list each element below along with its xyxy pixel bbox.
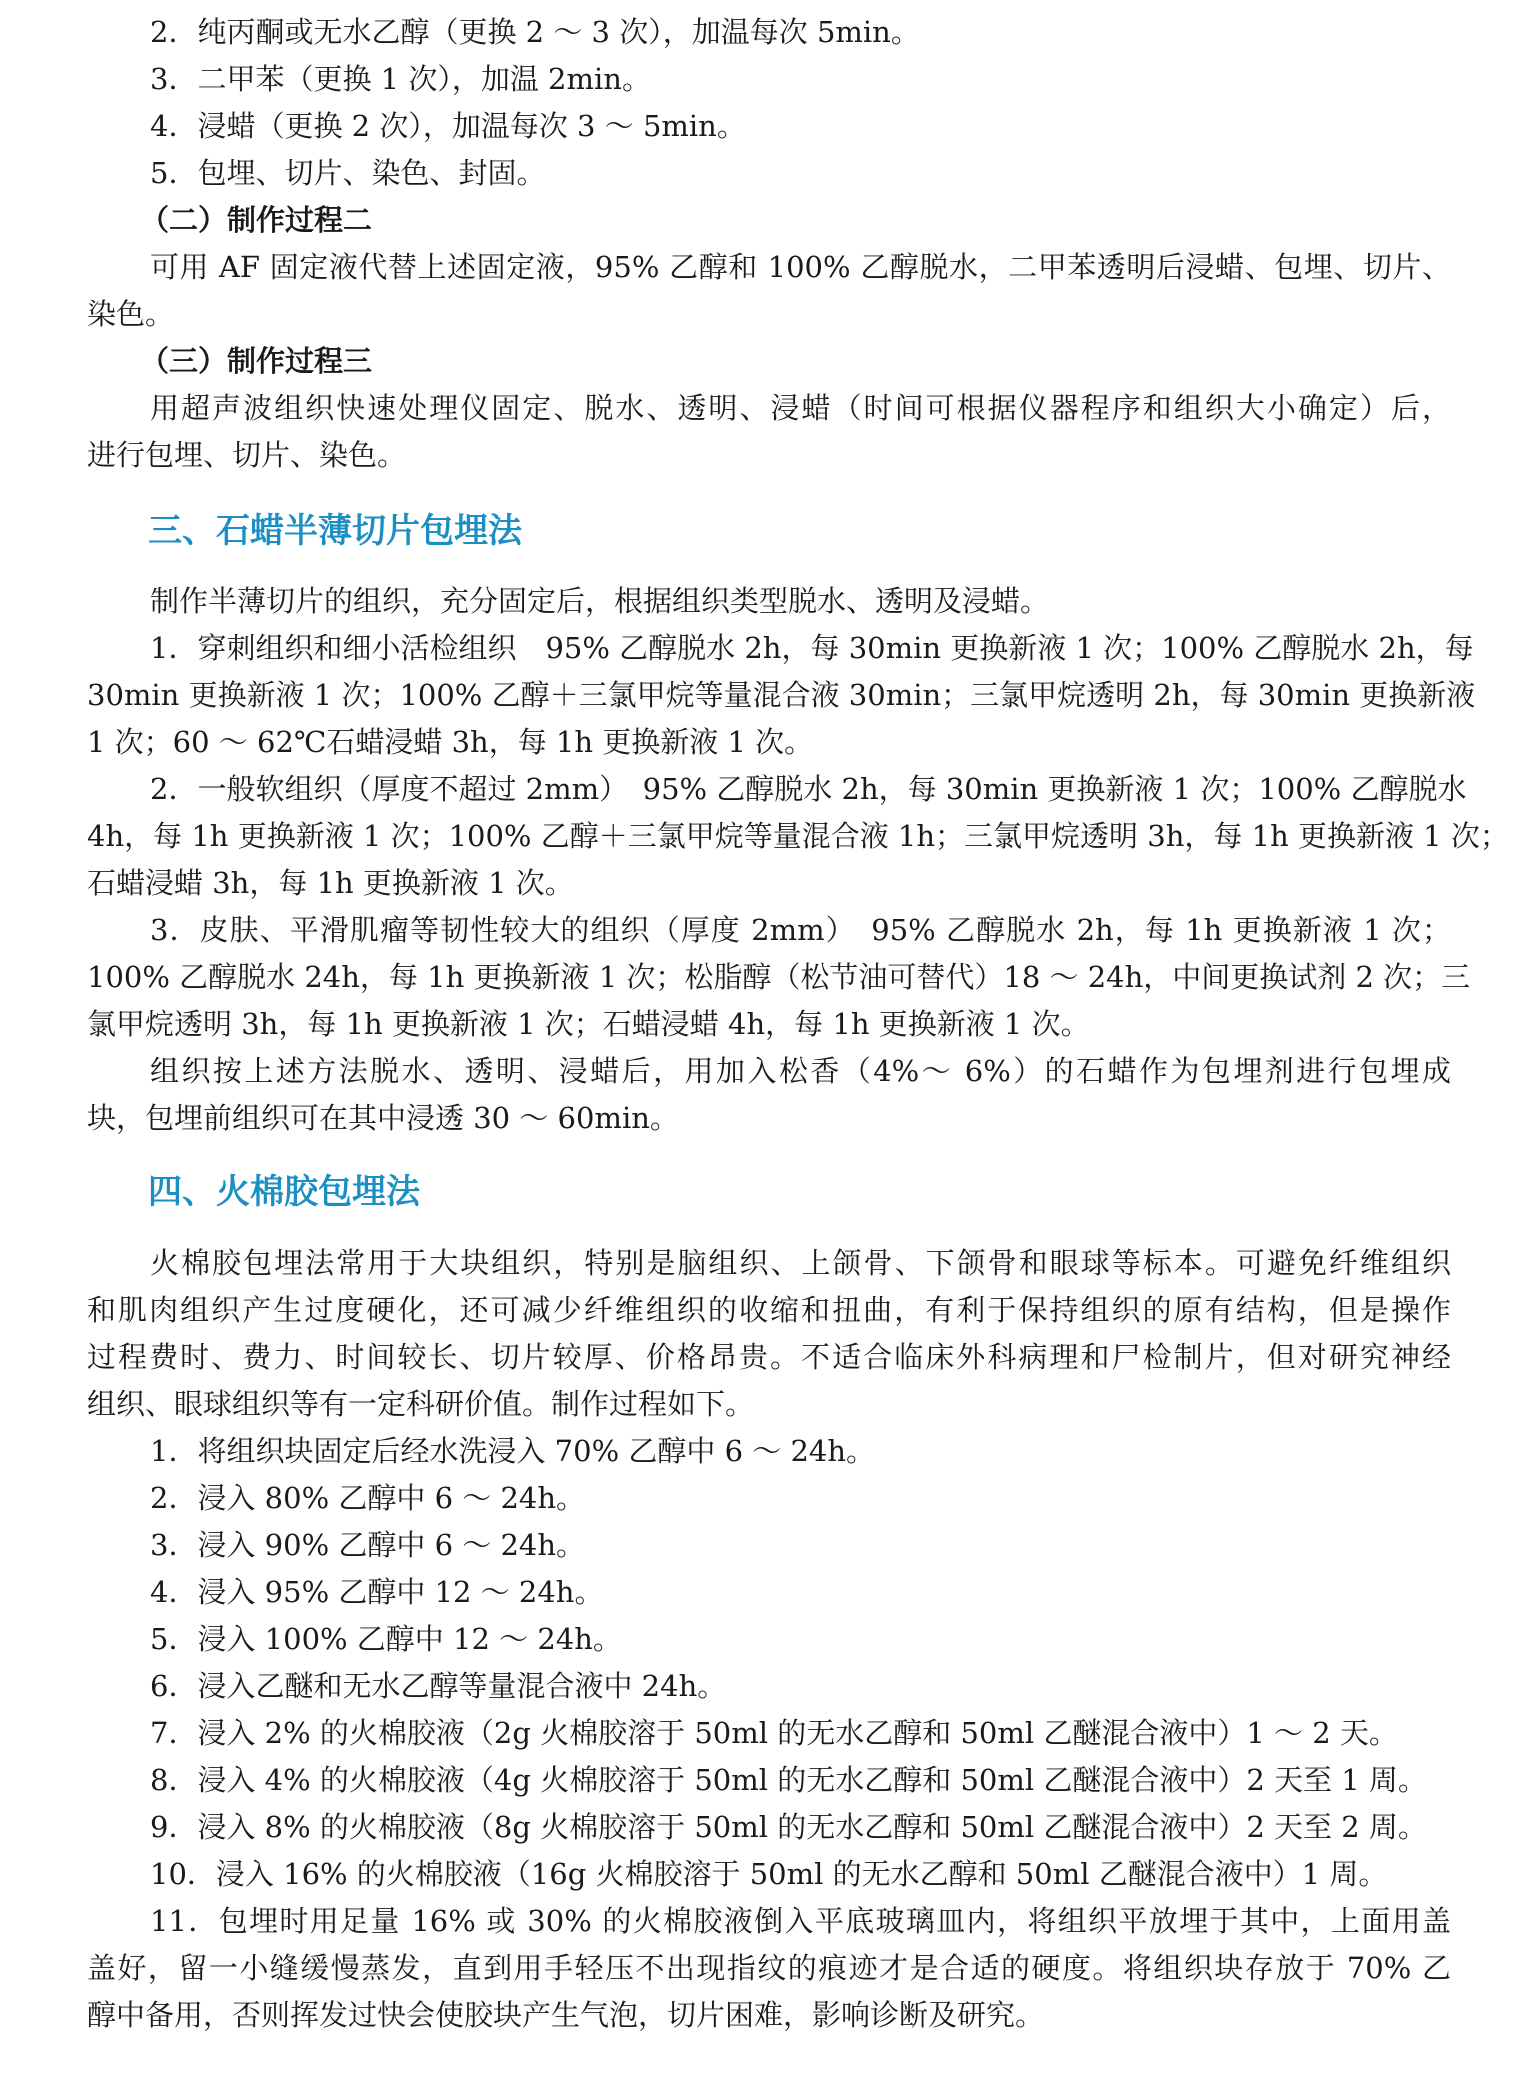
section-3-item-2-line: 石蜡浸蜡 3h，每 1h 更换新液 1 次。 <box>87 866 574 900</box>
section-heading-3: 三、石蜡半薄切片包埋法 <box>148 511 522 551</box>
section-3-closing-line: 组织按上述方法脱水、透明、浸蜡后，用加入松香（4%～ 6%）的石蜡作为包埋剂进行包埋成 <box>150 1054 1451 1088</box>
section-3-item-1-line: 30min 更换新液 1 次；100% 乙醇＋三氯甲烷等量混合液 30min；三氯甲烷透明 2h，每 30min 更换新液 <box>87 678 1476 712</box>
section-3-item-3-line: 3．皮肤、平滑肌瘤等韧性较大的组织（厚度 2mm） 95% 乙醇脱水 2h，每 1h 更换新液 1 次； <box>150 913 1451 947</box>
section-4-step: 4．浸入 95% 乙醇中 12 ～ 24h。 <box>150 1575 604 1609</box>
section-4-intro-line: 组织、眼球组织等有一定科研价值。制作过程如下。 <box>87 1387 755 1421</box>
subsection-title-process-2: （二）制作过程二 <box>140 203 373 237</box>
process-3-line: 用超声波组织快速处理仪固定、脱水、透明、浸蜡（时间可根据仪器程序和组织大小确定）后， <box>150 391 1451 425</box>
section-4-intro-line: 和肌肉组织产生过度硬化，还可减少纤维组织的收缩和扭曲，有利于保持组织的原有结构，但是操作 <box>87 1293 1451 1327</box>
section-4-step: 2．浸入 80% 乙醇中 6 ～ 24h。 <box>150 1481 586 1515</box>
section-3-item-3-line: 氯甲烷透明 3h，每 1h 更换新液 1 次；石蜡浸蜡 4h，每 1h 更换新液 1 次。 <box>87 1007 1090 1041</box>
step-5: 5．包埋、切片、染色、封固。 <box>150 156 546 190</box>
section-3-item-2-line: 4h，每 1h 更换新液 1 次；100% 乙醇＋三氯甲烷等量混合液 1h；三氯甲烷透明 3h，每 1h 更换新液 1 次； <box>87 819 1509 853</box>
section-4-step-11-line: 醇中备用，否则挥发过快会使胶块产生气泡，切片困难，影响诊断及研究。 <box>87 1998 1045 2032</box>
section-3-item-1-line: 1 次；60 ～ 62℃石蜡浸蜡 3h，每 1h 更换新液 1 次。 <box>87 725 814 759</box>
section-4-intro-line: 火棉胶包埋法常用于大块组织，特别是脑组织、上颌骨、下颌骨和眼球等标本。可避免纤维组织 <box>150 1246 1451 1280</box>
section-4-step: 1．将组织块固定后经水洗浸入 70% 乙醇中 6 ～ 24h。 <box>150 1434 876 1468</box>
subsection-title-process-3: （三）制作过程三 <box>140 344 373 378</box>
process-3-line: 进行包埋、切片、染色。 <box>87 438 407 472</box>
section-3-item-1-line: 1．穿刺组织和细小活检组织 95% 乙醇脱水 2h，每 30min 更换新液 1 次；100% 乙醇脱水 2h，每 <box>150 631 1474 665</box>
section-4-step-11-line: 11．包埋时用足量 16% 或 30% 的火棉胶液倒入平底玻璃皿内，将组织平放埋于其中，上面用盖 <box>150 1904 1451 1938</box>
step-4: 4．浸蜡（更换 2 次），加温每次 3 ～ 5min。 <box>150 109 746 143</box>
section-3-intro: 制作半薄切片的组织，充分固定后，根据组织类型脱水、透明及浸蜡。 <box>150 584 1050 618</box>
process-2-line: 染色。 <box>87 297 175 331</box>
section-heading-4: 四、火棉胶包埋法 <box>148 1172 420 1212</box>
step-2: 2．纯丙酮或无水乙醇（更换 2 ～ 3 次），加温每次 5min。 <box>150 15 920 49</box>
section-4-step-11-line: 盖好，留一小缝缓慢蒸发，直到用手轻压不出现指纹的痕迹才是合适的硬度。将组织块存放于 70% 乙 <box>87 1951 1451 1985</box>
process-2-line: 可用 AF 固定液代替上述固定液，95% 乙醇和 100% 乙醇脱水，二甲苯透明后浸蜡、包埋、切片、 <box>150 250 1451 284</box>
section-4-step: 3．浸入 90% 乙醇中 6 ～ 24h。 <box>150 1528 586 1562</box>
section-3-item-2-line: 2．一般软组织（厚度不超过 2mm） 95% 乙醇脱水 2h，每 30min 更换新液 1 次；100% 乙醇脱水 <box>150 772 1467 806</box>
section-4-step: 10．浸入 16% 的火棉胶液（16g 火棉胶溶于 50ml 的无水乙醇和 50ml 乙醚混合液中）1 周。 <box>150 1857 1388 1891</box>
section-4-step: 7．浸入 2% 的火棉胶液（2g 火棉胶溶于 50ml 的无水乙醇和 50ml 乙醚混合液中）1 ～ 2 天。 <box>150 1716 1398 1750</box>
section-4-intro-line: 过程费时、费力、时间较长、切片较厚、价格昂贵。不适合临床外科病理和尸检制片，但对研究神经 <box>87 1340 1451 1374</box>
section-3-item-3-line: 100% 乙醇脱水 24h，每 1h 更换新液 1 次；松脂醇（松节油可替代）18 ～ 24h，中间更换试剂 2 次；三 <box>87 960 1471 994</box>
section-4-step: 8．浸入 4% 的火棉胶液（4g 火棉胶溶于 50ml 的无水乙醇和 50ml 乙醚混合液中）2 天至 1 周。 <box>150 1763 1427 1797</box>
section-4-step: 6．浸入乙醚和无水乙醇等量混合液中 24h。 <box>150 1669 727 1703</box>
section-3-closing-line: 块，包埋前组织可在其中浸透 30 ～ 60min。 <box>87 1101 679 1135</box>
section-4-step: 5．浸入 100% 乙醇中 12 ～ 24h。 <box>150 1622 622 1656</box>
section-4-step: 9．浸入 8% 的火棉胶液（8g 火棉胶溶于 50ml 的无水乙醇和 50ml 乙醚混合液中）2 天至 2 周。 <box>150 1810 1427 1844</box>
step-3: 3．二甲苯（更换 1 次），加温 2min。 <box>150 62 651 96</box>
